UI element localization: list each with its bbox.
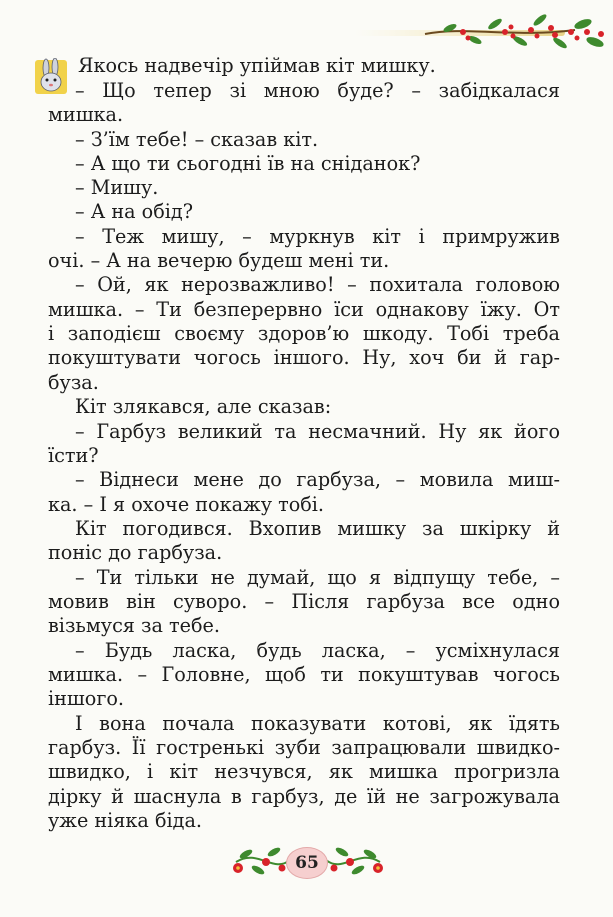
story-line: уже ніяка біда. [48, 809, 202, 832]
story-line: їсти? [48, 444, 99, 467]
story-line: – А що ти сьогодні їв на сніданок? [75, 152, 421, 175]
story-line: очі. – А на вечерю будеш мені ти. [48, 249, 390, 272]
story-line: – Гарбуз великий та несмачний. Ну як його [75, 420, 560, 443]
story-line: І вона почала показувати котові, як їдять [75, 712, 560, 735]
story-line: Кіт злякався, але сказав: [75, 395, 332, 418]
story-line: Якось надвечір упіймав кіт мишку. [78, 54, 436, 77]
story-line: мишка. [48, 103, 124, 126]
story-line: візьмуся за тебе. [48, 614, 220, 637]
story-line: іншого. [48, 687, 125, 710]
story-line: гарбуз. Її гостренькі зуби запрацювали швидко- [48, 736, 560, 759]
story-line: – Віднеси мене до гарбуза, – мовила миш- [75, 468, 560, 491]
story-line: дірку й шаснула в гарбуз, де їй не загрожувала [48, 785, 560, 808]
story-line: поніс до гарбуза. [48, 541, 223, 564]
story-line: буза. [48, 371, 99, 394]
story-line: мовив він суворо. – Після гарбуза все одно [48, 590, 560, 613]
story-line: покуштувати чогось іншого. Ну, хоч би й гар- [48, 346, 560, 369]
story-line: – Ой, як нерозважливо! – похитала головою [75, 273, 560, 296]
story-line: – Мишу. [75, 176, 159, 199]
story-line: – З’їм тебе! – сказав кіт. [75, 128, 319, 151]
story-line: Кіт погодився. Вхопив мишку за шкірку й [75, 517, 560, 540]
story-line: – Будь ласка, будь ласка, – усміхнулася [75, 639, 560, 662]
story-line: – Що тепер зі мною буде? – забідкалася [75, 79, 560, 102]
story-line: ка. – І я охоче покажу тобі. [48, 493, 325, 516]
page-number: 65 [286, 847, 328, 879]
story-line: – А на обід? [75, 200, 193, 223]
story-line: – Теж мишу, – муркнув кіт і примружив [75, 225, 560, 248]
story-line: і заподієш своєму здоров’ю шкоду. Тобі треба [48, 322, 560, 345]
story-line: мишка. – Ти безперервно їси однакову їжу. От [48, 298, 560, 321]
story-line: мишка. – Головне, щоб ти покуштував чогось [48, 663, 560, 686]
story-line: швидко, і кіт незчувся, як мишка прогризла [48, 760, 560, 783]
story-line: – Ти тільки не думай, що я відпущу тебе, – [75, 566, 560, 589]
